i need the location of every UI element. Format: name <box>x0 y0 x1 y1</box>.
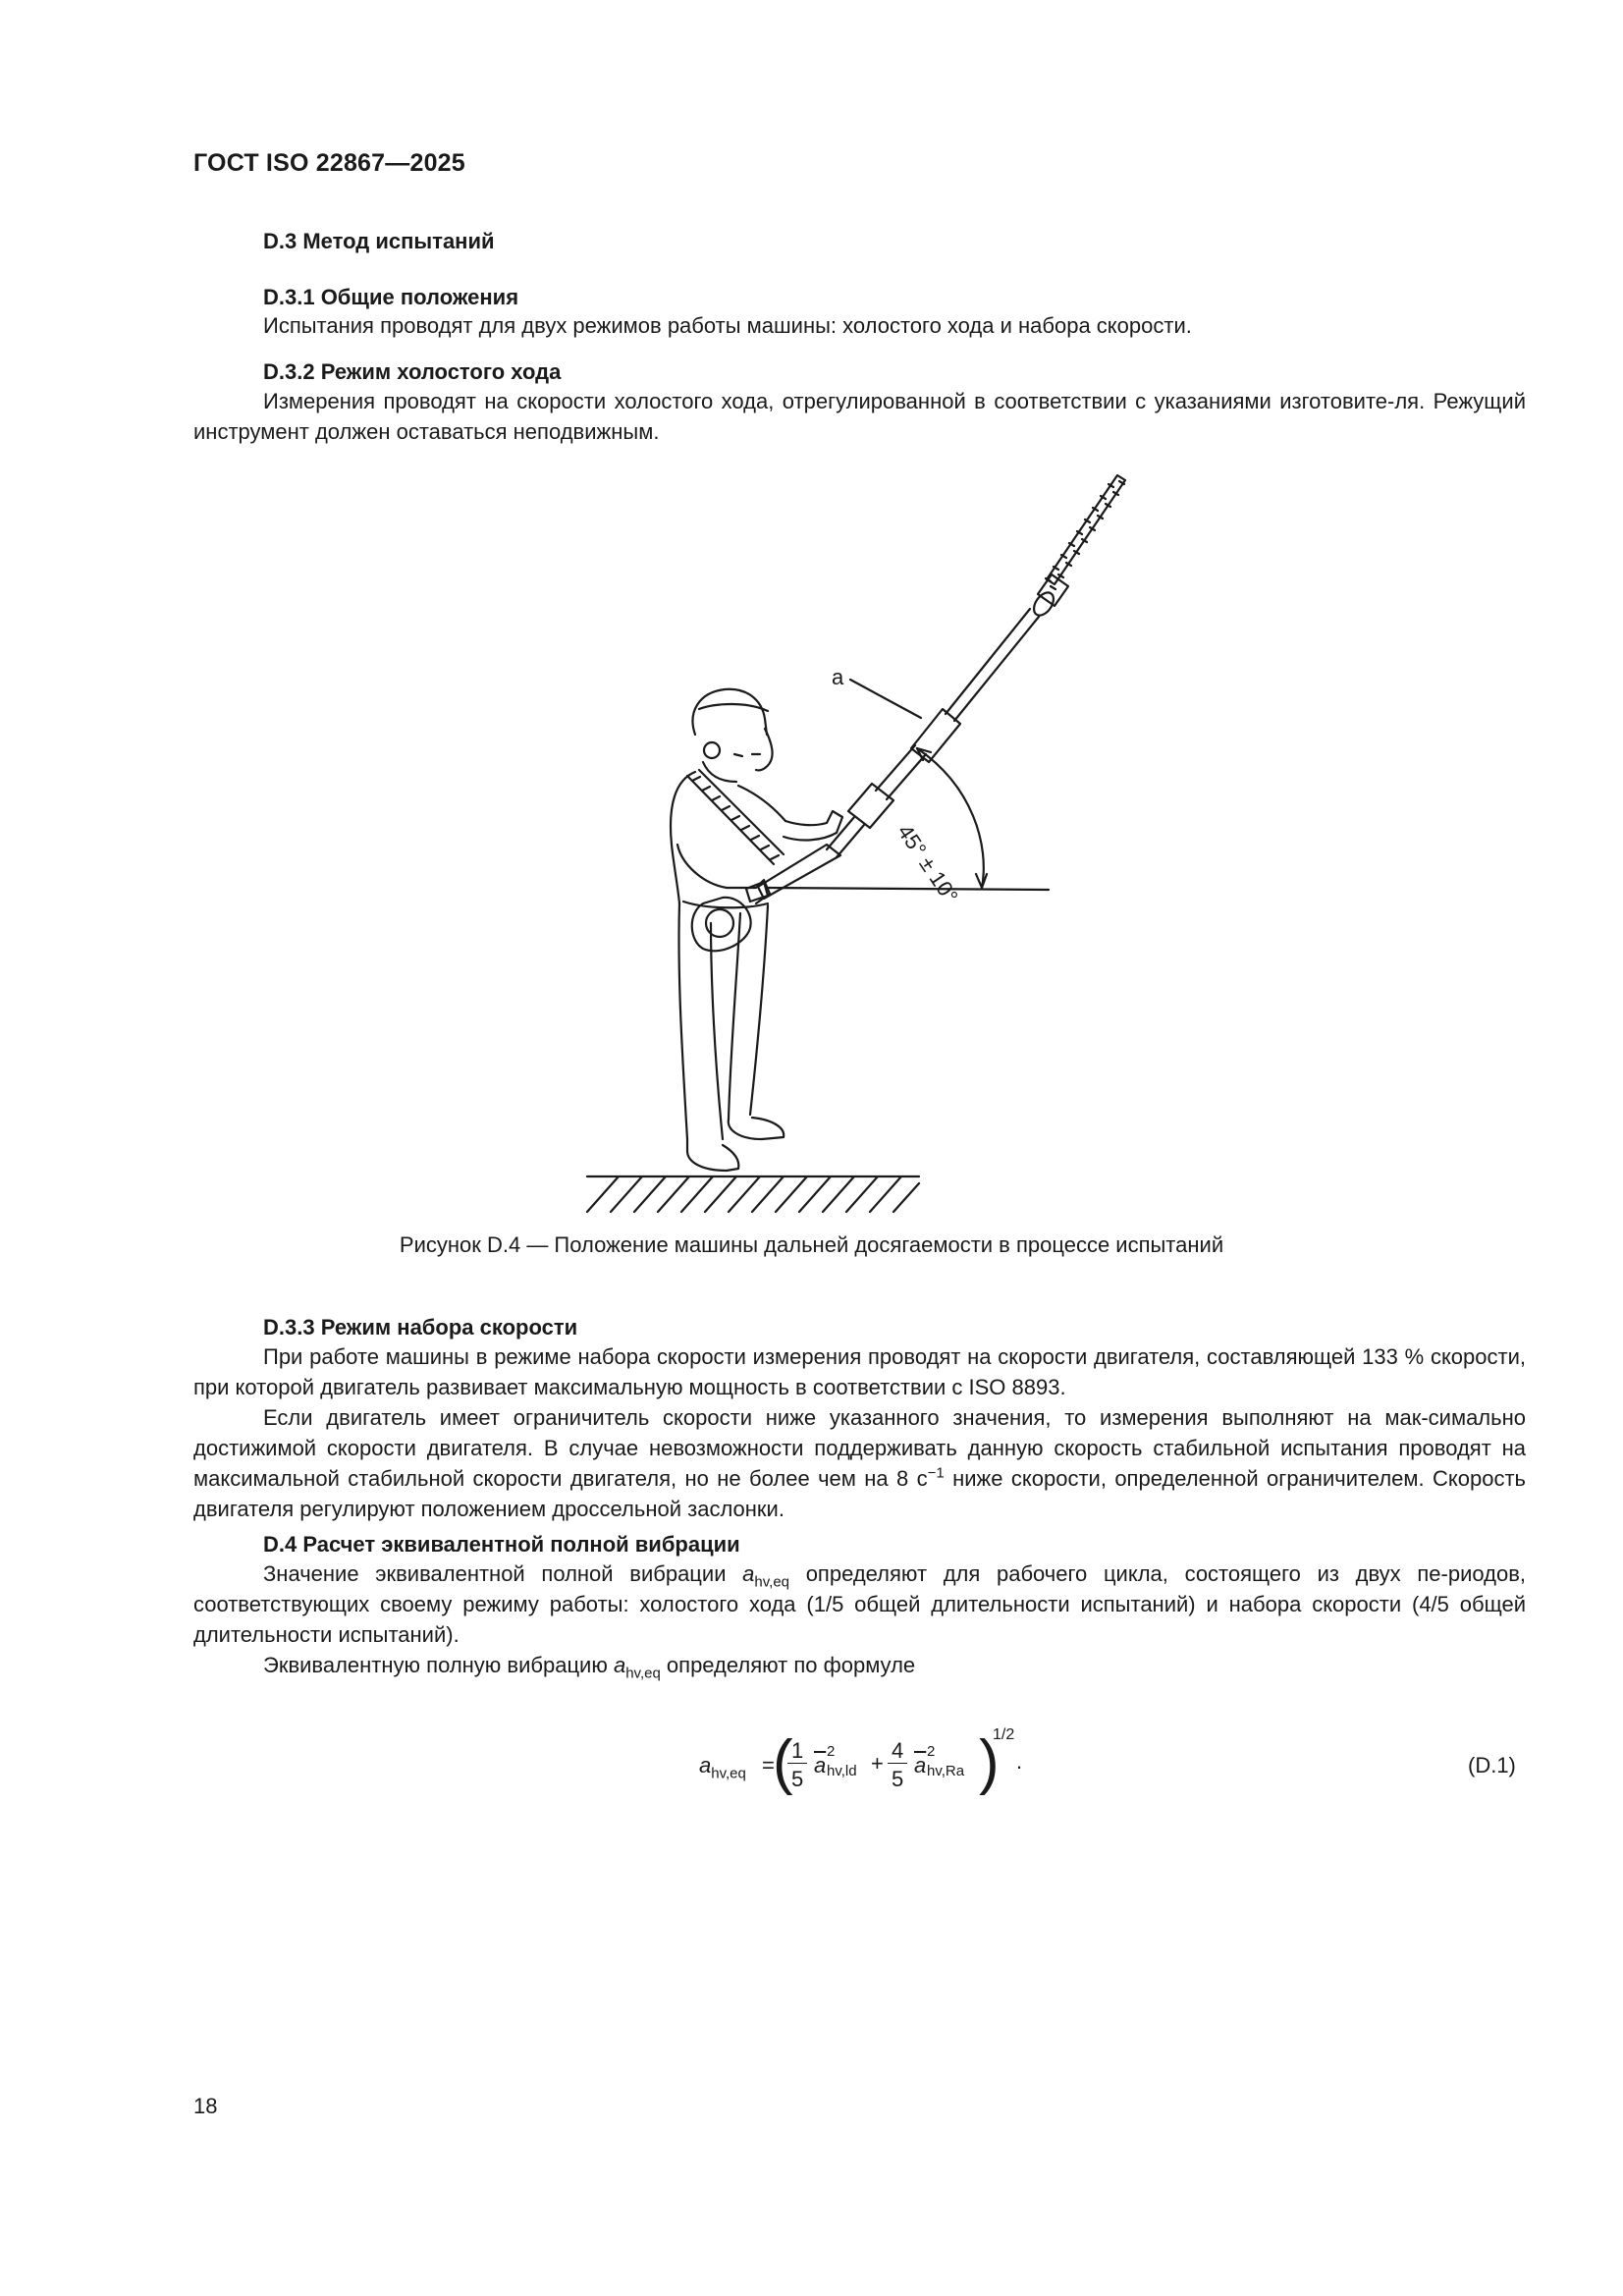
formula-d1: $a_{hv,eq}$ = ( 1 5 $\overline{a}$ 2 hv,ld + 4 5 $\overline{a}$ 2 hv,Ra ) 1/2 . <box>699 1726 1023 1796</box>
pole-shaft <box>758 609 1039 899</box>
figure-angle-label: 45° ± 10° <box>893 820 963 908</box>
figure-label-a: a <box>832 665 844 689</box>
horizontal-reference-line <box>768 888 1049 890</box>
section-d32-title: D.3.2 Режим холостого хода <box>263 359 562 384</box>
section-d4-p2: Эквивалентную полную вибрацию $a_{hv,eq}$ определяют по формуле <box>263 1653 916 1682</box>
standard-header: ГОСТ ISO 22867—2025 <box>193 149 465 177</box>
section-d33-title: D.3.3 Режим набора скорости <box>263 1315 578 1339</box>
section-d4-title: D.4 Расчет эквивалентной полной вибрации <box>263 1532 740 1557</box>
figure-caption: Рисунок D.4 — Положение машины дальней досягаемости в процессе испытаний <box>399 1232 1224 1257</box>
operator-head <box>693 689 773 782</box>
operator-legs <box>678 903 784 1171</box>
section-d31-title: D.3.1 Общие положения <box>263 285 519 309</box>
section-d32-text: Измерения проводят на скорости холостого хода, отрегулированной в соответствии с указаниями изготовите-ля. Режущий инструмент должен оставаться неподвижным. <box>193 389 1526 444</box>
section-d4-p1: Значение эквивалентной полной вибрации $a_{hv,eq}$ определяют для рабочего цикла, состоящего из двух пе-риодов, соответствующих своему режиму работы: холостого хода (1/5 общей длительности испытаний) и набора скорости (4/5 общей длительности испытаний). <box>193 1561 1526 1647</box>
section-d31-text: Испытания проводят для двух режимов работы машины: холостого хода и набора скорости. <box>263 313 1192 338</box>
engine-unit <box>692 882 768 951</box>
cutting-bar <box>1046 475 1125 589</box>
page-number: 18 <box>193 2094 218 2118</box>
section-d33-p1: При работе машины в режиме набора скорости измерения проводят на скорости двигателя, составляющей 133 % скорости, при которой двигатель развивает максимальную мощность в соответствии с ISO 8893. <box>193 1344 1526 1399</box>
formula-number: (D.1) <box>1468 1753 1516 1777</box>
section-d3-title: D.3 Метод испытаний <box>263 229 495 253</box>
section-d33-p2: Если двигатель имеет ограничитель скорости ниже указанного значения, то измерения выполняют на мак-симально достижимой скорости двигателя. В случае невозможности поддерживать данную скорость стабильной испытания проводят на максимальной стабильной скорости двигателя, но не более чем на 8 $с^{-1}$ ниже скорости, определенной ограничителем. Скорость двигателя регулируют положением дроссельной заслонки. <box>193 1405 1527 1521</box>
ground-hatching <box>587 1176 919 1212</box>
